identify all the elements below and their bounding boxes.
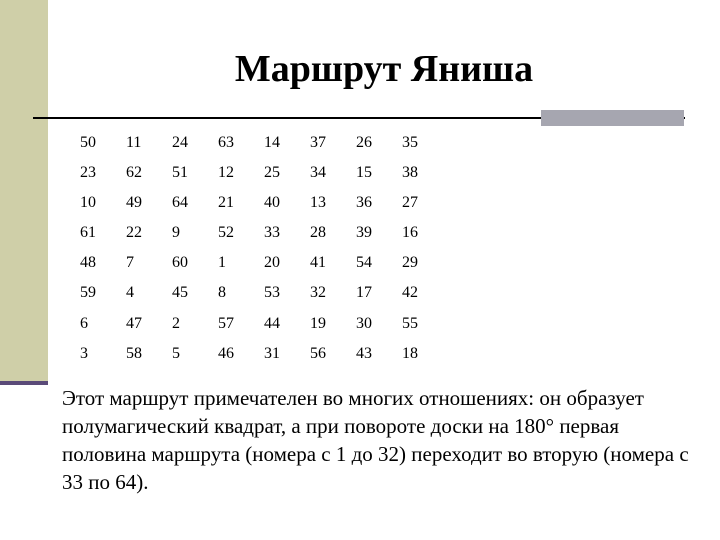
- grid-cell: 52: [218, 224, 234, 242]
- grid-cell: 1: [218, 254, 226, 272]
- grid-cell: 20: [264, 254, 280, 272]
- grid-cell: 26: [356, 134, 372, 151]
- grid-cell: 54: [356, 254, 372, 272]
- grid-cell: 32: [310, 284, 326, 302]
- grid-cell: 34: [310, 164, 326, 182]
- grid-cell: 49: [126, 194, 142, 212]
- grid-cell: 39: [356, 224, 372, 242]
- grid-cell: 48: [80, 254, 96, 272]
- grid-cell: 17: [356, 284, 372, 302]
- grid-cell: 2: [172, 314, 180, 332]
- grid-cell: 21: [218, 194, 234, 212]
- grid-cell: 10: [80, 194, 96, 212]
- grid-cell: 19: [310, 314, 326, 332]
- grid-cell: 44: [264, 314, 280, 332]
- grid-cell: 31: [264, 344, 280, 362]
- grid-cell: 14: [264, 134, 280, 151]
- grid-cell: 57: [218, 314, 234, 332]
- grid-cell: 41: [310, 254, 326, 272]
- grid-cell: 50: [80, 134, 96, 151]
- slide-title: Маршрут Яниша: [234, 48, 534, 90]
- grid-cell: 63: [218, 134, 234, 151]
- grid-cell: 60: [172, 254, 188, 272]
- grid-cell: 27: [402, 194, 418, 212]
- grid-cell: 6: [80, 314, 88, 332]
- grid-cell: 64: [172, 194, 188, 212]
- grid-cell: 56: [310, 344, 326, 362]
- grid-cell: 29: [402, 254, 418, 272]
- grid-cell: 3: [80, 344, 88, 362]
- grid-cell: 11: [126, 134, 142, 151]
- grid-cell: 61: [80, 224, 96, 242]
- grid-cell: 47: [126, 314, 142, 332]
- grid-cell: 51: [172, 164, 188, 182]
- grid-cell: 46: [218, 344, 234, 362]
- grid-cell: 33: [264, 224, 280, 242]
- grid-cell: 9: [172, 224, 180, 242]
- grid-cell: 43: [356, 344, 372, 362]
- grid-cell: 16: [402, 224, 418, 242]
- grid-cell: 18: [402, 344, 418, 362]
- grid-cell: 22: [126, 224, 142, 242]
- grid-cell: 42: [402, 284, 418, 302]
- grid-cell: 4: [126, 284, 134, 302]
- grid-cell: 7: [126, 254, 134, 272]
- grid-cell: 37: [310, 134, 326, 151]
- grid-cell: 8: [218, 284, 226, 302]
- grid-cell: 13: [310, 194, 326, 212]
- grid-cell: 15: [356, 164, 372, 182]
- grid-cell: 28: [310, 224, 326, 242]
- divider-accent-block: [541, 110, 684, 126]
- grid-cell: 12: [218, 164, 234, 182]
- left-decorative-bar: [0, 0, 48, 385]
- grid-cell: 36: [356, 194, 372, 212]
- grid-cell: 55: [402, 314, 418, 332]
- grid-cell: 58: [126, 344, 142, 362]
- grid-cell: 23: [80, 164, 96, 182]
- grid-cell: 25: [264, 164, 280, 182]
- grid-cell: 30: [356, 314, 372, 332]
- grid-cell: 40: [264, 194, 280, 212]
- left-bar-accent-line: [0, 381, 48, 385]
- grid-cell: 53: [264, 284, 280, 302]
- grid-cell: 38: [402, 164, 418, 182]
- grid-cell: 24: [172, 134, 188, 151]
- grid-cell: 35: [402, 134, 418, 151]
- grid-cell: 62: [126, 164, 142, 182]
- knight-tour-grid: [80, 128, 448, 369]
- slide-description: Этот маршрут примечателен во многих отношениях: он образует полумагический квадрат, а при повороте доски на 180° первая половина маршрута (номера с 1 до 32) переходит во вторую (номера с 33 по 64).: [62, 386, 689, 494]
- grid-cell: 59: [80, 284, 96, 302]
- grid-cell: 45: [172, 284, 188, 302]
- grid-cell: 5: [172, 344, 180, 362]
